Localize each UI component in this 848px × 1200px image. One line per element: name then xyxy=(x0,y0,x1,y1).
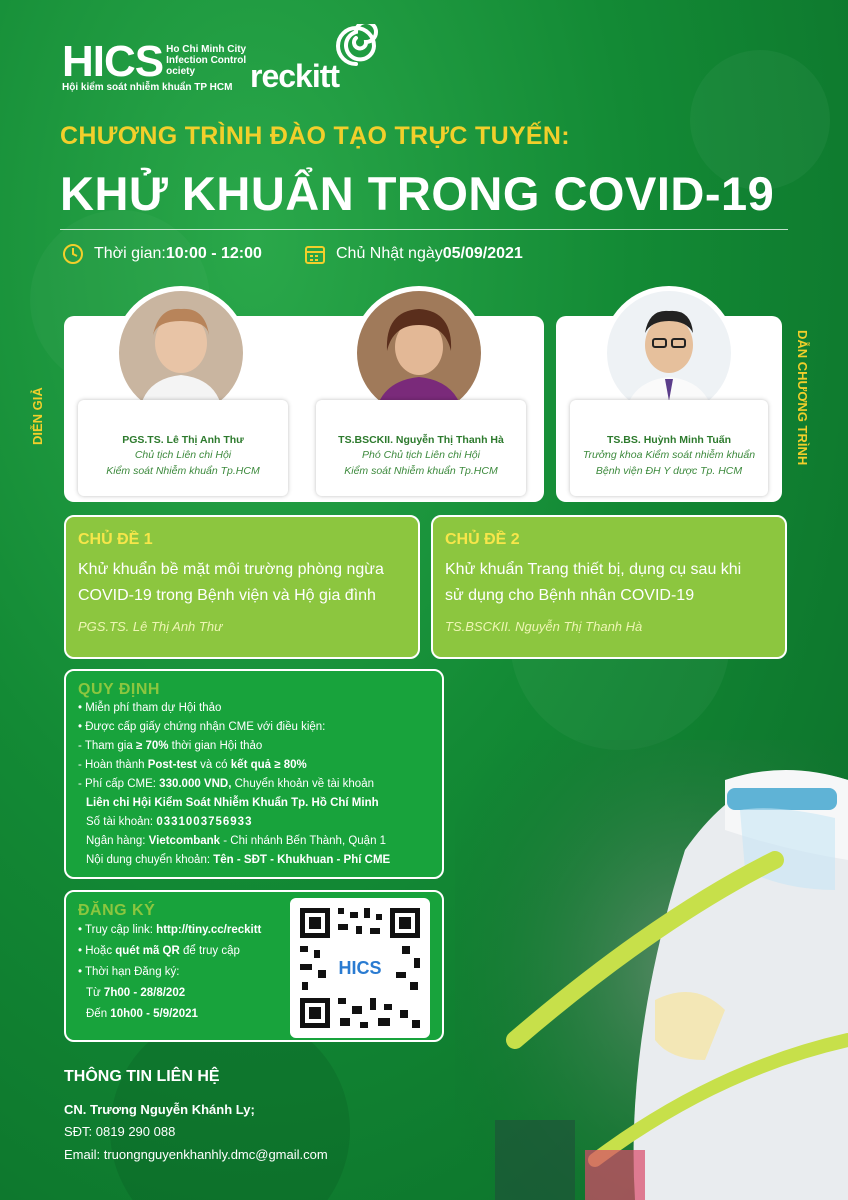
speaker-name: TS.BSCKII. Nguyễn Thị Thanh Hà xyxy=(338,434,504,446)
event-time: Thời gian: 10:00 - 12:00 xyxy=(62,243,262,265)
qr-code-icon xyxy=(290,898,430,1038)
page-title: KHỬ KHUẨN TRONG COVID-19 xyxy=(60,167,775,220)
speaker-card-2 xyxy=(316,400,526,496)
speaker-role: Kiểm soát Nhiễm khuẩn Tp.HCM xyxy=(344,465,498,477)
host-label: DẪN CHƯƠNG TRÌNH xyxy=(795,330,810,466)
avatar xyxy=(357,291,481,415)
speakers-label: DIỄN GIẢ xyxy=(30,387,45,445)
rules-section xyxy=(64,669,444,879)
topic-speaker: TS.BSCKII. Nguyễn Thị Thanh Hà xyxy=(445,619,643,634)
rule-item: - Tham gia ≥ 70% thời gian Hội thảo xyxy=(78,740,263,752)
hics-logo-main: HICS xyxy=(62,37,164,86)
hics-subtitle: Hội kiểm soát nhiễm khuẩn TP HCM xyxy=(62,82,233,93)
hics-logo-text: Ho Chi Minh City Infection Control ociety xyxy=(166,44,247,77)
topic-text: Khử khuẩn Trang thiết bị, dụng cụ sau khi sử dụng cho Bệnh nhân COVID-19 xyxy=(445,561,742,604)
host-card xyxy=(570,400,768,496)
register-item: Từ 7h00 - 28/8/202 xyxy=(86,987,186,999)
reckitt-swirl-icon xyxy=(334,24,378,68)
contact-email[interactable]: Email: truongnguyenkhanhly.dmc@gmail.com xyxy=(64,1147,328,1162)
register-item: • Hoặc quét mã QR để truy cập xyxy=(78,945,240,957)
clock-icon xyxy=(62,243,84,265)
speaker-card-1 xyxy=(78,400,288,496)
rule-item: • Miễn phí tham dự Hội thảo xyxy=(78,702,222,714)
lab-worker-image xyxy=(455,740,848,1200)
register-title: ĐĂNG KÝ xyxy=(78,902,156,919)
speaker-role: Phó Chủ tịch Liên chi Hội xyxy=(362,449,480,461)
avatar xyxy=(119,291,243,415)
speaker-role: Kiểm soát Nhiễm khuẩn Tp.HCM xyxy=(106,465,260,477)
reckitt-logo: reckitt xyxy=(250,58,340,94)
speaker-name: PGS.TS. Lê Thị Anh Thư xyxy=(122,434,244,446)
speaker-role: Bệnh viện ĐH Y dược Tp. HCM xyxy=(595,465,743,477)
calendar-icon xyxy=(304,243,326,265)
register-item: • Truy cập link: http://tiny.cc/reckitt xyxy=(78,924,262,936)
qr-logo-text: HICS xyxy=(338,958,382,978)
rule-item: - Phí cấp CME: 330.000 VND, Chuyển khoản về tài khoản xyxy=(78,778,374,790)
rules-title: QUY ĐỊNH xyxy=(78,681,160,698)
topic-label: CHỦ ĐỀ 2 xyxy=(445,531,520,548)
register-link[interactable]: http://tiny.cc/reckitt xyxy=(156,924,262,936)
topic-speaker: PGS.TS. Lê Thị Anh Thư xyxy=(78,619,223,634)
rule-item: Liên chi Hội Kiểm Soát Nhiễm Khuẩn Tp. Hồ Chí Minh xyxy=(86,797,379,809)
qr-code[interactable] xyxy=(290,898,430,1038)
title-divider xyxy=(60,229,788,230)
hics-logo xyxy=(62,37,247,86)
register-item: • Thời hạn Đăng ký: xyxy=(78,966,180,978)
rule-item: Ngân hàng: Vietcombank - Chi nhánh Bến Thành, Quận 1 xyxy=(86,835,387,847)
rule-item: • Được cấp giấy chứng nhận CME với điều kiện: xyxy=(78,721,326,733)
rule-item: - Hoàn thành Post-test và có kết quả ≥ 80% xyxy=(78,759,307,771)
topic-text: Khử khuẩn bề mặt môi trường phòng ngừa COVID-19 trong Bệnh viện và Hộ gia đình xyxy=(78,561,384,604)
rule-item: Số tài khoản: 0331003756933 xyxy=(86,816,253,828)
program-subtitle: CHƯƠNG TRÌNH ĐÀO TẠO TRỰC TUYẾN: xyxy=(60,122,570,150)
register-item: Đến 10h00 - 5/9/2021 xyxy=(86,1008,198,1020)
contact-name: CN. Trương Nguyễn Khánh Ly; xyxy=(64,1102,255,1117)
speaker-name: TS.BS. Huỳnh Minh Tuấn xyxy=(606,434,732,446)
contact-title: THÔNG TIN LIÊN HỆ xyxy=(64,1068,220,1085)
speaker-role: Trưởng khoa Kiểm soát nhiễm khuẩn xyxy=(582,449,756,461)
contact-phone: SĐT: 0819 290 088 xyxy=(64,1124,176,1139)
avatar xyxy=(607,291,731,415)
topic-label: CHỦ ĐỀ 1 xyxy=(78,531,153,548)
speaker-role: Chủ tịch Liên chi Hội xyxy=(134,449,232,461)
topic-2-card xyxy=(431,515,787,659)
topic-1-card xyxy=(64,515,420,659)
rule-item: Nội dung chuyển khoản: Tên - SĐT - Khukhuan - Phí CME xyxy=(86,854,391,866)
event-date: Chủ Nhật ngày 05/09/2021 xyxy=(304,243,523,265)
